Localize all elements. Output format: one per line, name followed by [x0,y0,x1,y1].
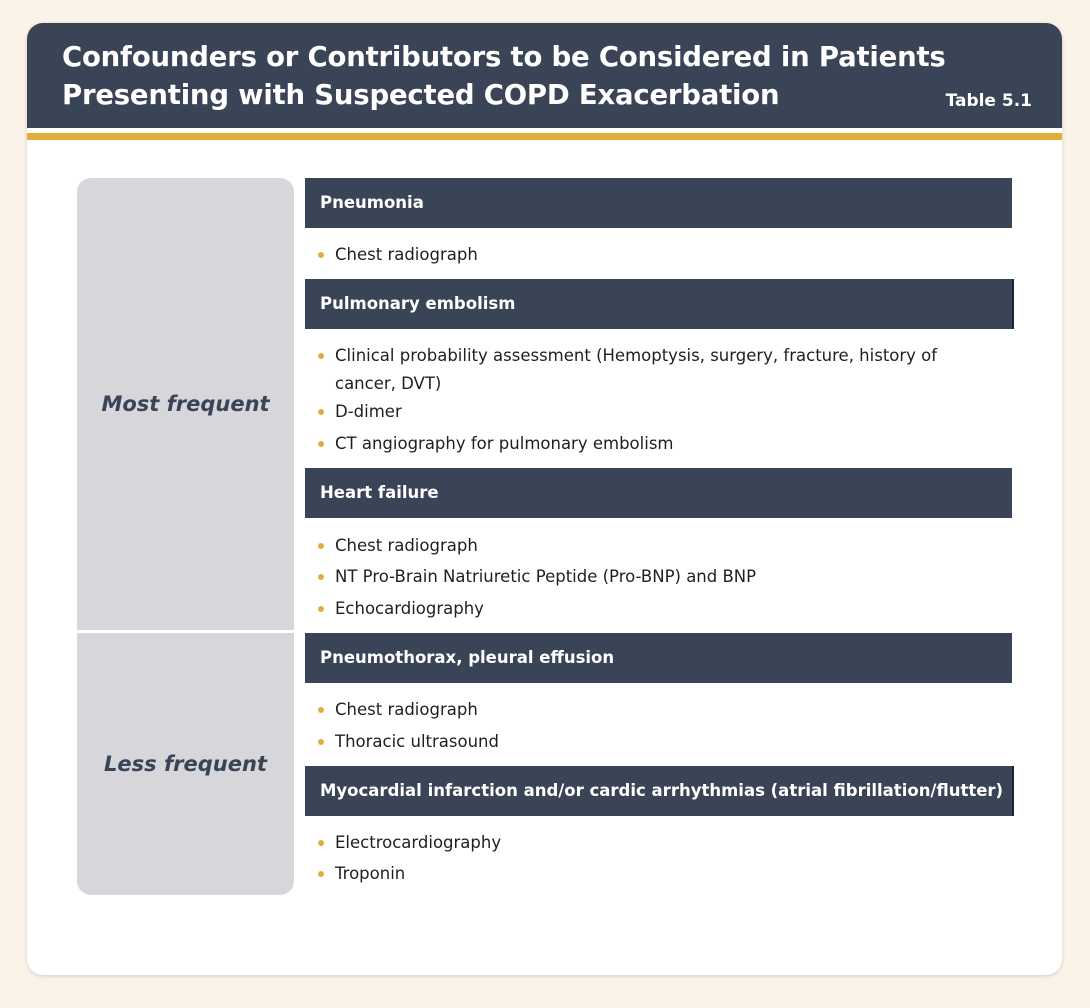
table-card [27,23,1062,975]
section-header-pneumothorax: Pneumothorax, pleural effusion [305,633,1012,683]
table-header [27,23,1062,128]
header-divider [27,133,1062,140]
table-number: Table 5.1 [945,91,1032,111]
list-item: Chest radiograph [335,696,985,724]
list-item: Troponin [335,860,985,888]
table-title-line-1: Confounders or Contributors to be Considered in Patients [62,41,946,73]
section-header-pulmonary-embolism: Pulmonary embolism [305,279,1014,329]
section-header-myocardial-infarction: Myocardial infarction and/or cardic arrhythmias (atrial fibrillation/flutter) [305,766,1014,816]
table-title-line-2: Presenting with Suspected COPD Exacerbation [62,79,780,111]
table-title [62,38,946,114]
list-item: Clinical probability assessment (Hemoptysis, surgery, fracture, history of cancer, DVT) [335,342,985,398]
category-less-frequent [77,633,294,895]
list-item: Electrocardiography [335,829,985,857]
list-item: D-dimer [335,398,985,426]
list-item: NT Pro-Brain Natriuretic Peptide (Pro-BNP) and BNP [335,563,985,591]
list-item: Chest radiograph [335,241,985,269]
list-item: CT angiography for pulmonary embolism [335,430,985,458]
category-most-frequent [77,178,294,630]
category-label-most-frequent: Most frequent [101,392,270,416]
list-item: Chest radiograph [335,532,985,560]
section-header-heart-failure: Heart failure [305,468,1012,518]
section-header-pneumonia: Pneumonia [305,178,1012,228]
list-item: Thoracic ultrasound [335,728,985,756]
category-label-less-frequent: Less frequent [104,752,267,776]
list-item: Echocardiography [335,595,985,623]
